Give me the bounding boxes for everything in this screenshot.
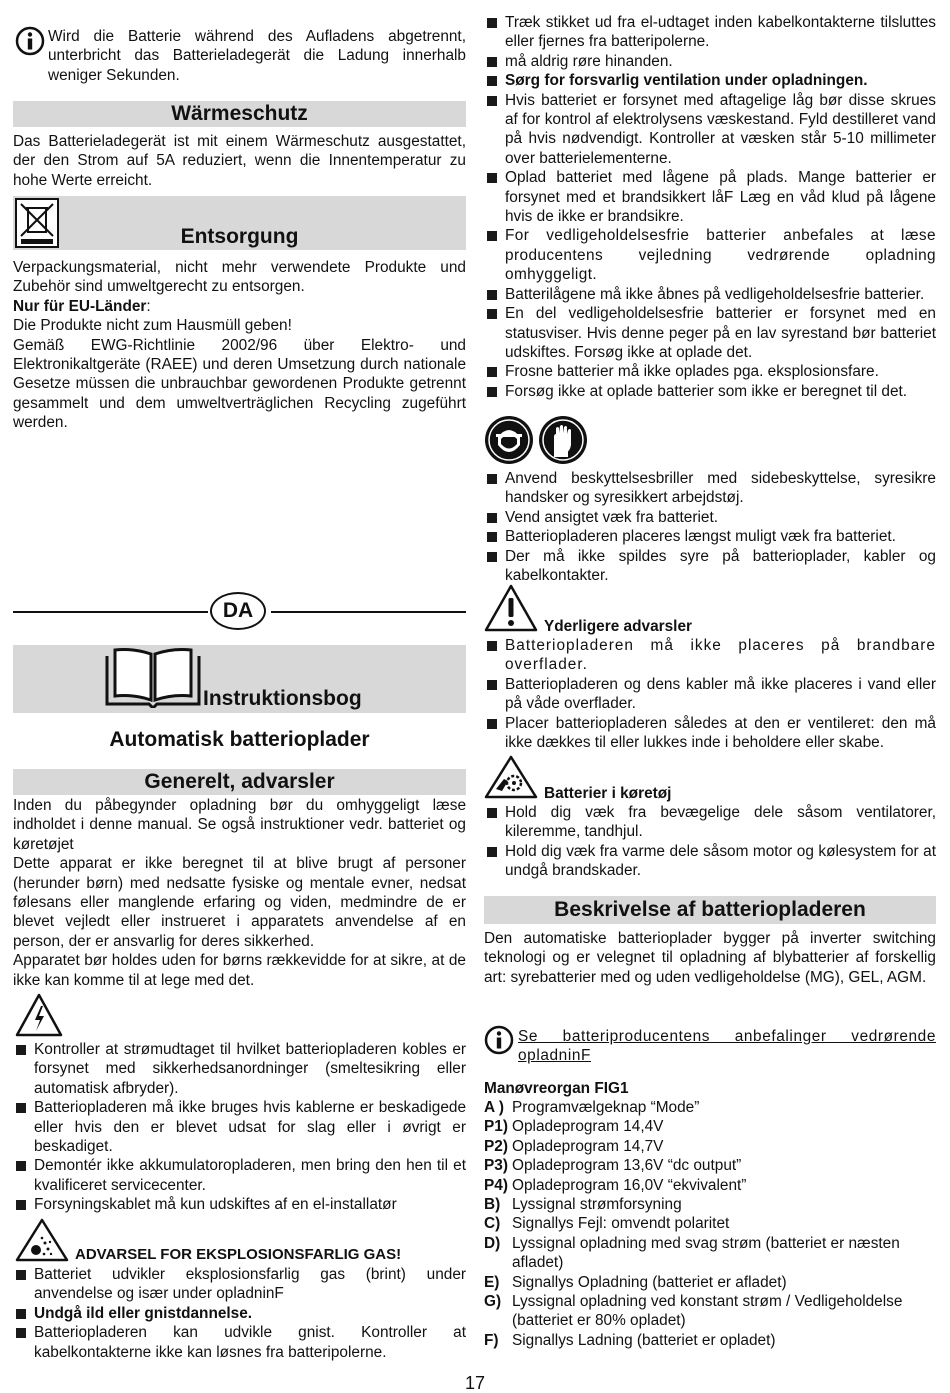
control-text: Signallys Ladning (batteriet er opladet) [512,1331,776,1349]
info-icon [15,26,45,56]
control-text: Signallys Fejl: omvendt polaritet [512,1215,730,1233]
list-item: Oplad batteriet med lågene på plads. Mange batterier er forsynet med et brandsikkert låF Læg en våd klud på lågene hvis de ikke er brandsikre. [484,168,936,226]
list-item: Batteriopladeren placeres længst muligt væk fra batteriet. [484,527,936,546]
entsorgung-header [13,196,466,250]
list-item: Der må ikke spildes syre på batterioplader, kabler og kabelkontakter. [484,547,936,586]
control-text: Signallys Opladning (batteriet er afladet) [512,1273,787,1291]
section-heading-generelt: Generelt, advarsler [13,769,466,795]
control-label: E) [484,1273,500,1291]
control-item [484,1176,936,1195]
manufacturer-note: Se batteriproducentens anbefalinger vedrørende opladninF [518,1028,936,1065]
control-item [484,1117,936,1136]
general-p3: Apparatet bør holdes uden for børns rækkevidde for at sikre, at de ikke kan komme til at lege med det. [13,952,466,989]
gas-bullet-list [13,1265,466,1362]
gloves-icon [538,415,588,465]
manual-header [13,645,466,713]
control-label: F) [484,1331,499,1349]
list-item: Hold dig væk fra bevægelige dele såsom ventilatorer, kileremme, tandhjul. [484,803,936,842]
further-warnings-title: Yderligere advarsler [544,618,693,635]
list-item: Træk stikket ud fra el-udtaget inden kabelkontakterne tilsluttes eller fjernes fra batteripolerne. [484,13,936,52]
control-item [484,1156,936,1175]
control-text: Opladeprogram 14,4V [512,1118,664,1136]
waermeschutz-text: Das Batterieladegerät ist mit einem Wärmeschutz ausgestattet, der den Strom auf 5A reduziert, wenn die Innentemperatur zu hohe Werte erreicht. [13,133,466,189]
description-text: Den automatiske batterioplader bygger på inverter switching teknologi og er velegnet til opladning af blybatterier af forskellig art: syrebatterier med og uden vedligeholdelse (MG), GEL, AGM. [484,930,936,986]
control-label: P2) [484,1137,508,1155]
control-text: Lyssignal opladning ved konstant strøm / Vedligeholdelse (batteriet er 80% opladet) [512,1293,903,1330]
list-item: Batteriopladeren kan udvikle gnist. Kontroller at kabelkontakterne ikke kan løsnes fra batteripolerne. [13,1323,466,1362]
control-label: P4) [484,1176,508,1194]
list-item: Frosne batterier må ikke oplades pga. eksplosionsfare. [484,362,936,381]
control-label: G) [484,1293,502,1311]
language-badge: DA [210,592,266,630]
further-bullet-list [484,636,936,752]
list-item: Undgå ild eller gnistdannelse. [13,1304,466,1323]
general-body [13,796,466,990]
control-item [484,1234,936,1273]
top-bullet-list [484,13,936,401]
book-icon [105,646,201,708]
product-title: Automatisk batterioplader [109,728,370,751]
list-item: Sørg for forsvarlig ventilation under opladningen. [484,71,936,90]
control-item [484,1273,936,1292]
eu-label: Nur für EU-Länder [13,297,147,315]
list-item: må aldrig røre hinanden. [484,52,936,71]
general-p1: Inden du påbegynder opladning bør du omhyggeligt læse indholdet i denne manual. Se også instruktioner vedr. batteriet og køretøjet [13,797,466,853]
control-text: Opladeprogram 14,7V [512,1137,664,1155]
vehicle-batteries-title: Batterier i køretøj [544,785,672,802]
info-icon [484,1025,514,1055]
vehicle-bullet-list [484,803,936,881]
controls-list [484,1098,936,1350]
control-label: P3) [484,1157,508,1175]
list-item: Batteriopladeren må ikke placeres på brandbare overflader. [484,636,936,675]
control-label: C) [484,1215,501,1233]
entsorgung-body [13,258,466,433]
control-label: D) [484,1234,501,1252]
control-label: P1) [484,1118,508,1136]
moving-parts-hazard-icon [484,755,538,799]
ppe-bullet-list [484,469,936,585]
list-item: For vedligeholdelsesfrie batterier anbefales at læse producentens vejledning vedrørende opladning omhyggeligt. [484,226,936,284]
control-item [484,1195,936,1214]
eu-line [13,297,466,316]
entsorgung-text1: Verpackungsmaterial, nicht mehr verwendete Produkte und Zubehör sind umweltgerecht zu entsorgen. [13,259,466,296]
list-item: Placer batteriopladeren således at den er ventileret: den må ikke dækkes til eller lukkes inde i beholdere eller skabe. [484,714,936,753]
control-item [484,1098,936,1117]
control-item [484,1331,936,1350]
control-text: Opladeprogram 13,6V “dc output” [512,1157,742,1175]
list-item: Forsyningskablet må kun udskiftes af en el-installatør [13,1195,466,1214]
list-item: Batteriopladeren må ikke bruges hvis kablerne er beskadigede eller hvis den er blevet udsat for slag eller i øvrigt er beskadiget. [13,1098,466,1156]
warning-triangle-icon [484,584,538,632]
info-note-text: Wird die Batterie während des Aufladens abgetrennt, unterbricht das Batterieladegerät die Ladung innerhalb weniger Sekunden. [48,28,466,84]
list-item: Batterilågene må ikke åbnes på vedligeholdelsesfrie batterier. [484,285,936,304]
list-item: Hold dig væk fra varme dele såsom motor og kølesystem for at undgå brandskader. [484,842,936,881]
list-item: Hvis batteriet er forsynet med aftagelige låg bør disse skrues af for kontrol af elektrolysens væskestand. Fyld destilleret vand på hvis nødvendigt. Kontroller at væsken står 5-10 millimeter over batterielementerne. [484,91,936,169]
face-shield-icon [484,415,534,465]
electric-hazard-icon [15,993,63,1037]
list-item: Batteriet udvikler eksplosionsfarlig gas (brint) under anvendelse og især under opladninF [13,1265,466,1304]
section-heading-entsorgung: Entsorgung [180,225,299,248]
control-item [484,1292,936,1331]
entsorgung-text2: Die Produkte nicht zum Hausmüll geben! [13,317,292,335]
controls-title: Manøvreorgan FIG1 [484,1080,629,1097]
list-item: Batteriopladeren og dens kabler må ikke placeres i vand eller på våde overflader. [484,675,936,714]
divider-line-left [13,611,208,613]
electric-bullet-list [13,1040,466,1215]
control-item [484,1137,936,1156]
entsorgung-text3: Gemäß EWG-Richtlinie 2002/96 über Elektro- und Elektronikaltgeräte (RAEE) und deren Umsetzung durch nationale Gesetze müssen die unbrauchbar gewordenen Produkte getrennt gesammelt und dem umweltverträglichen Recycling zugeführt werden. [13,336,466,432]
section-heading-waermeschutz: Wärmeschutz [13,101,466,127]
list-item: Vend ansigtet væk fra batteriet. [484,508,936,527]
control-item [484,1214,936,1233]
control-text: Opladeprogram 16,0V “ekvivalent” [512,1176,747,1194]
divider-line-right [271,611,466,613]
control-text: Programvælgeknap “Mode” [512,1099,700,1116]
control-label: A ) [484,1099,504,1116]
gas-warning-title: ADVARSEL FOR EKSPLOSIONSFARLIG GAS! [75,1246,402,1263]
page-number: 17 [464,1373,486,1393]
explosion-hazard-icon [15,1218,69,1262]
list-item: Anvend beskyttelsesbriller med sidebeskyttelse, syresikre handsker og syresikkert arbejdstøj. [484,469,936,508]
general-p2: Dette apparat er ikke beregnet til at blive brugt af personer (herunder børn) med nedsatte fysiske og mentale evner, nedsat følesans eller manglende erfaring og viden, medmindre de er blevet vejledt eller instrueret i apparatets anvendelse af en person, der er ansvarlig for deres sikkerhed. [13,855,466,950]
control-label: B) [484,1196,501,1214]
manual-title: Instruktionsbog [203,687,362,710]
list-item: En del vedligeholdelsesfrie batterier er forsynet med en statusviser. Hvis denne peger på en lav syrestand bør batteriet udskiftes. Forsøg ikke at oplade det. [484,304,936,362]
list-item: Kontroller at strømudtaget til hvilket batteriopladeren kobles er forsynet med sikkerhedsanordninger (smeltesikring eller automatisk afbryder). [13,1040,466,1098]
control-text: Lyssignal strømforsyning [512,1196,682,1214]
list-item: Demontér ikke akkumulatoropladeren, men bring den hen til et kvalificeret servicecenter. [13,1156,466,1195]
eu-colon: : [146,297,151,315]
list-item: Forsøg ikke at oplade batterier som ikke er beregnet til det. [484,382,936,401]
section-heading-beskrivelse: Beskrivelse af batteriopladeren [484,896,936,924]
control-text: Lyssignal opladning med svag strøm (batteriet er næsten afladet) [512,1234,900,1272]
